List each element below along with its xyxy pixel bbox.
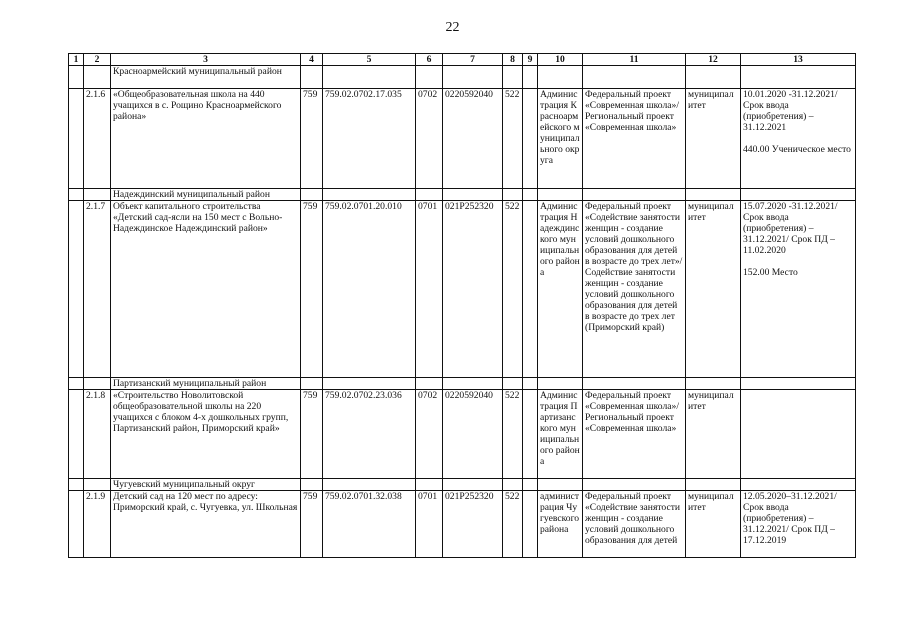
district-row bbox=[69, 378, 856, 390]
cell-c6: 0702 bbox=[416, 89, 443, 189]
col-header-2: 2 bbox=[84, 54, 111, 66]
cell-c5: 759.02.0701.20.010 bbox=[323, 201, 416, 378]
district-name: Партизанский муниципальный район bbox=[111, 378, 301, 390]
cell-c12: муниципалитет bbox=[686, 390, 741, 479]
col-header-13: 13 bbox=[741, 54, 856, 66]
period-text: 15.07.2020 -31.12.2021/ Срок ввода (приобретения) – 31.12.2021/ Срок ПД – 11.02.2020 bbox=[743, 201, 838, 256]
cell-c8: 522 bbox=[503, 201, 523, 378]
district-name: Чугуевский муниципальный округ bbox=[111, 479, 301, 491]
cell-c9 bbox=[523, 89, 538, 189]
cell-c12: муниципалитет bbox=[686, 201, 741, 378]
cell-c4: 759 bbox=[301, 201, 323, 378]
object-name: Детский сад на 120 мест по адресу: Приморский край, с. Чугуевка, ул. Школьная bbox=[111, 491, 301, 558]
capacity-text: 440.00 Ученическое место bbox=[743, 144, 851, 155]
header-row bbox=[69, 54, 856, 66]
district-name: Надеждинский муниципальный район bbox=[111, 189, 301, 201]
cell-c9 bbox=[523, 390, 538, 479]
cell-c4: 759 bbox=[301, 390, 323, 479]
cell-c7: 021P252320 bbox=[443, 491, 503, 558]
district-row bbox=[69, 479, 856, 491]
col-header-7: 7 bbox=[443, 54, 503, 66]
cell-c8: 522 bbox=[503, 89, 523, 189]
table-row bbox=[69, 491, 856, 558]
page-number: 22 bbox=[445, 20, 460, 35]
cell-c13 bbox=[741, 201, 856, 378]
col-header-10: 10 bbox=[538, 54, 583, 66]
col-header-5: 5 bbox=[323, 54, 416, 66]
object-name: «Общеобразовательная школа на 440 учащихся в с. Рощино Красноармейского района» bbox=[111, 89, 301, 189]
cell-c5: 759.02.0702.23.036 bbox=[323, 390, 416, 479]
cell-c9 bbox=[523, 491, 538, 558]
object-name: «Строительство Новолитовской общеобразовательной школы на 220 учащихся с блоком 4-х дошкольных групп, Партизанский район, Приморский край» bbox=[111, 390, 301, 479]
cell-c11: Федеральный проект «Содействие занятости женщин - создание условий дошкольного образования для детей в возрасте до трех лет»/Содействие занятости женщин - создание условий дошкольного образования для детей в возрасте до трех лет (Приморский край) bbox=[583, 201, 686, 378]
cell-c10: Администрация Партизанского муниципального района bbox=[538, 390, 583, 479]
cell-c8: 522 bbox=[503, 491, 523, 558]
period-text: 10.01.2020 -31.12.2021/ Срок ввода (приобретения) – 31.12.2021 bbox=[743, 89, 838, 133]
table-row bbox=[69, 390, 856, 479]
row-number: 2.1.9 bbox=[84, 491, 111, 558]
col-header-11: 11 bbox=[583, 54, 686, 66]
cell-c7: 0220592040 bbox=[443, 89, 503, 189]
district-name: Красноармейский муниципальный район bbox=[111, 66, 301, 89]
cell-c11: Федеральный проект «Содействие занятости женщин - создание условий дошкольного образования для детей bbox=[583, 491, 686, 558]
cell-c11: Федеральный проект «Современная школа»/Региональный проект «Современная школа» bbox=[583, 390, 686, 479]
row-number: 2.1.7 bbox=[84, 201, 111, 378]
cell-c6: 0701 bbox=[416, 201, 443, 378]
cell-c7: 0220592040 bbox=[443, 390, 503, 479]
cell-c13 bbox=[741, 390, 856, 479]
period-text: 12.05.2020–31.12.2021/ Срок ввода (приобретения) – 31.12.2021/ Срок ПД – 17.12.2019 bbox=[743, 491, 837, 546]
row-number: 2.1.8 bbox=[84, 390, 111, 479]
cell-c10: администрация Чугуевского района bbox=[538, 491, 583, 558]
cell-c4: 759 bbox=[301, 491, 323, 558]
cell-c5: 759.02.0702.17.035 bbox=[323, 89, 416, 189]
cell-c13 bbox=[741, 89, 856, 189]
col-header-6: 6 bbox=[416, 54, 443, 66]
cell-c13 bbox=[741, 491, 856, 558]
table-row bbox=[69, 201, 856, 378]
cell-c7: 021P252320 bbox=[443, 201, 503, 378]
cell-c12: муниципалитет bbox=[686, 491, 741, 558]
cell-c6: 0701 bbox=[416, 491, 443, 558]
cell-c12: муниципалитет bbox=[686, 89, 741, 189]
col-header-9: 9 bbox=[523, 54, 538, 66]
col-header-1: 1 bbox=[69, 54, 84, 66]
district-row bbox=[69, 189, 856, 201]
registry-table bbox=[68, 53, 856, 558]
table-row bbox=[69, 89, 856, 189]
cell-c6: 0702 bbox=[416, 390, 443, 479]
cell-c8: 522 bbox=[503, 390, 523, 479]
cell-c10: Администрация Красноармейского муниципального округа bbox=[538, 89, 583, 189]
cell-c11: Федеральный проект «Современная школа»/Региональный проект «Современная школа» bbox=[583, 89, 686, 189]
object-name: Объект капитального строительства «Детский сад-ясли на 150 мест с Вольно-Надеждинское Надеждинский район» bbox=[111, 201, 301, 378]
cell-c10: Администрация Надеждинского муниципального района bbox=[538, 201, 583, 378]
col-header-8: 8 bbox=[503, 54, 523, 66]
district-row bbox=[69, 66, 856, 89]
col-header-3: 3 bbox=[111, 54, 301, 66]
col-header-12: 12 bbox=[686, 54, 741, 66]
cell-c5: 759.02.0701.32.038 bbox=[323, 491, 416, 558]
col-header-4: 4 bbox=[301, 54, 323, 66]
capacity-text: 152.00 Место bbox=[743, 267, 798, 278]
cell-c9 bbox=[523, 201, 538, 378]
cell-c4: 759 bbox=[301, 89, 323, 189]
row-number: 2.1.6 bbox=[84, 89, 111, 189]
